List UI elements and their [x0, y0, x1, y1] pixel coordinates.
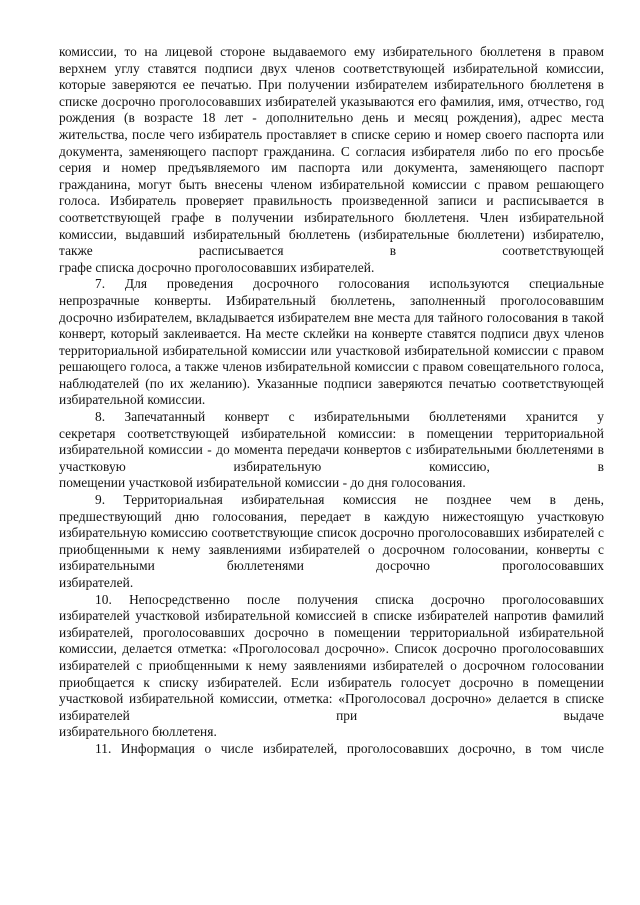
text-line: избирательными бюллетенями в участковую избирательную комиссию, в [59, 442, 604, 474]
text-line: досрочно избирателем, вкладывается избирателем вне места для тайного [59, 309, 484, 325]
text-line: избирательной комиссии с правом совещательного голоса, наблюдателей (по их [59, 359, 604, 391]
text-line: желанию). Указанные подписи заверяются печатью соответствующей [189, 375, 604, 391]
text-line: гражданина, могут быть внесены членом избирательной комиссии с правом [59, 176, 529, 192]
text-line: лет - дополнительно день и месяц рождения), адрес места жительства, после чего [59, 110, 604, 142]
text-line: графе списка досрочно проголосовавших избирателей. [59, 259, 375, 275]
text-line: 8. Запечатанный конверт с избирательными бюллетенями хранится у [95, 409, 604, 425]
text-line: комиссии, то на лицевой стороне выдаваемого ему избирательного бюллетеня в [59, 44, 556, 59]
text-line: досрочно проголосовавших избирателей с приобщенными к нему заявлениями [59, 641, 604, 673]
text-line: (избирательные бюллетени) избирателю, также расписывается в соответствующей [59, 226, 605, 259]
text-line: 10. Непосредственно после получения списка досрочно проголосовавших [95, 591, 604, 607]
paragraph-8 [59, 426, 604, 476]
text-line: непрозрачные конверты. Избирательный бюллетень, заполненный проголосовавшим [59, 292, 604, 308]
text-line: фамилий избирателей, проголосовавших досрочно в помещении территориальной [59, 608, 605, 640]
paragraph-8-first [59, 409, 604, 426]
paragraph-9-end [59, 575, 604, 592]
text-line: участковой избирательной комиссии с правом решающего голоса, а также членов [59, 342, 604, 375]
paragraph-7-end [59, 392, 604, 409]
paragraph-continuation-end [59, 260, 604, 277]
text-line: территориальной избирательной комиссии - до момента передачи конвертов с [59, 425, 604, 458]
text-line: ставятся подписи двух членов территориальной избирательной комиссии или [59, 326, 604, 358]
paragraph-7-first [59, 276, 604, 293]
text-line: избиратель проставляет в списке серию и номер своего паспорта или документа, [59, 126, 604, 159]
text-line: голосовании, конверты с избирательными бюллетенями досрочно проголосовавших [59, 541, 604, 574]
paragraph-continuation [59, 44, 604, 260]
text-line: избирательную комиссию соответствующие список досрочно проголосовавших [59, 525, 520, 541]
paragraph-7 [59, 293, 604, 393]
text-line: избирателей участковой избирательной комиссией в списке избирателей напротив [59, 608, 547, 624]
paragraph-9 [59, 509, 604, 575]
text-line: избирателей с приобщенными к нему заявлениями избирателей о досрочном [59, 525, 604, 557]
text-line: Член избирательной комиссии, выдавший избирательный бюллетень [59, 209, 604, 242]
text-line: избирателей указываются его фамилия, имя, отчество, год рождения (в возрасте 18 [59, 93, 605, 126]
text-line: 9. Территориальная избирательная комиссия не позднее чем в день, [95, 492, 604, 508]
paragraph-11-first [59, 741, 604, 758]
text-line: и номер предъявляемого им паспорта или документа, заменяющего паспорт [102, 160, 604, 176]
text-line: 7. Для проведения досрочного голосования используются специальные [95, 276, 604, 292]
text-line: избирательной комиссии, делается отметка: «Проголосовал досрочно». Список [59, 624, 604, 657]
text-line: избирательной комиссии. [59, 392, 206, 408]
text-line: голосования в такой конверт, который заклеивается. На месте склейки на конверте [59, 309, 604, 342]
paragraph-10 [59, 608, 604, 724]
paragraph-10-end [59, 724, 604, 741]
paragraph-10-first [59, 592, 604, 609]
text-line: избирательного бюллетеня. [59, 724, 217, 740]
text-line: секретаря соответствующей избирательной комиссии: в помещении [59, 425, 493, 441]
text-line: предшествующий дню голосования, передает в каждую нижестоящую участковую [59, 508, 604, 524]
text-line: избирателей. [59, 575, 134, 590]
text-line: правом верхнем углу ставятся подписи двух членов соответствующей [59, 44, 604, 76]
text-line: избирателей о досрочном голосовании приобщается к списку избирателей. Если [59, 657, 604, 690]
text-line: избирательной комиссии, которые заверяются ее печатью. При получении [59, 60, 604, 93]
text-line: отметка: «Проголосовал досрочно» делается в списке избирателей при выдаче [59, 691, 604, 723]
paragraph-9-first [59, 492, 604, 509]
text-line: расписывается в соответствующей графе в получении избирательного бюллетеня. [59, 193, 604, 225]
text-line: избирателем избирательного бюллетеня в списке досрочно проголосовавших [59, 77, 604, 109]
text-line: избиратель голосует досрочно в помещении участковой избирательной комиссии, [59, 674, 604, 707]
paragraph-8-end [59, 475, 604, 492]
text-line: заменяющего паспорт гражданина. С согласия избирателя либо по его просьбе серия [59, 143, 604, 176]
text-line: помещении участковой избирательной комиссии - до дня голосования. [59, 475, 466, 491]
text-line: 11. Информация о числе избирателей, проголосовавших досрочно, в том числе [95, 740, 604, 756]
text-line: решающего голоса. Избиратель проверяет правильность произведенной записи и [59, 176, 604, 209]
